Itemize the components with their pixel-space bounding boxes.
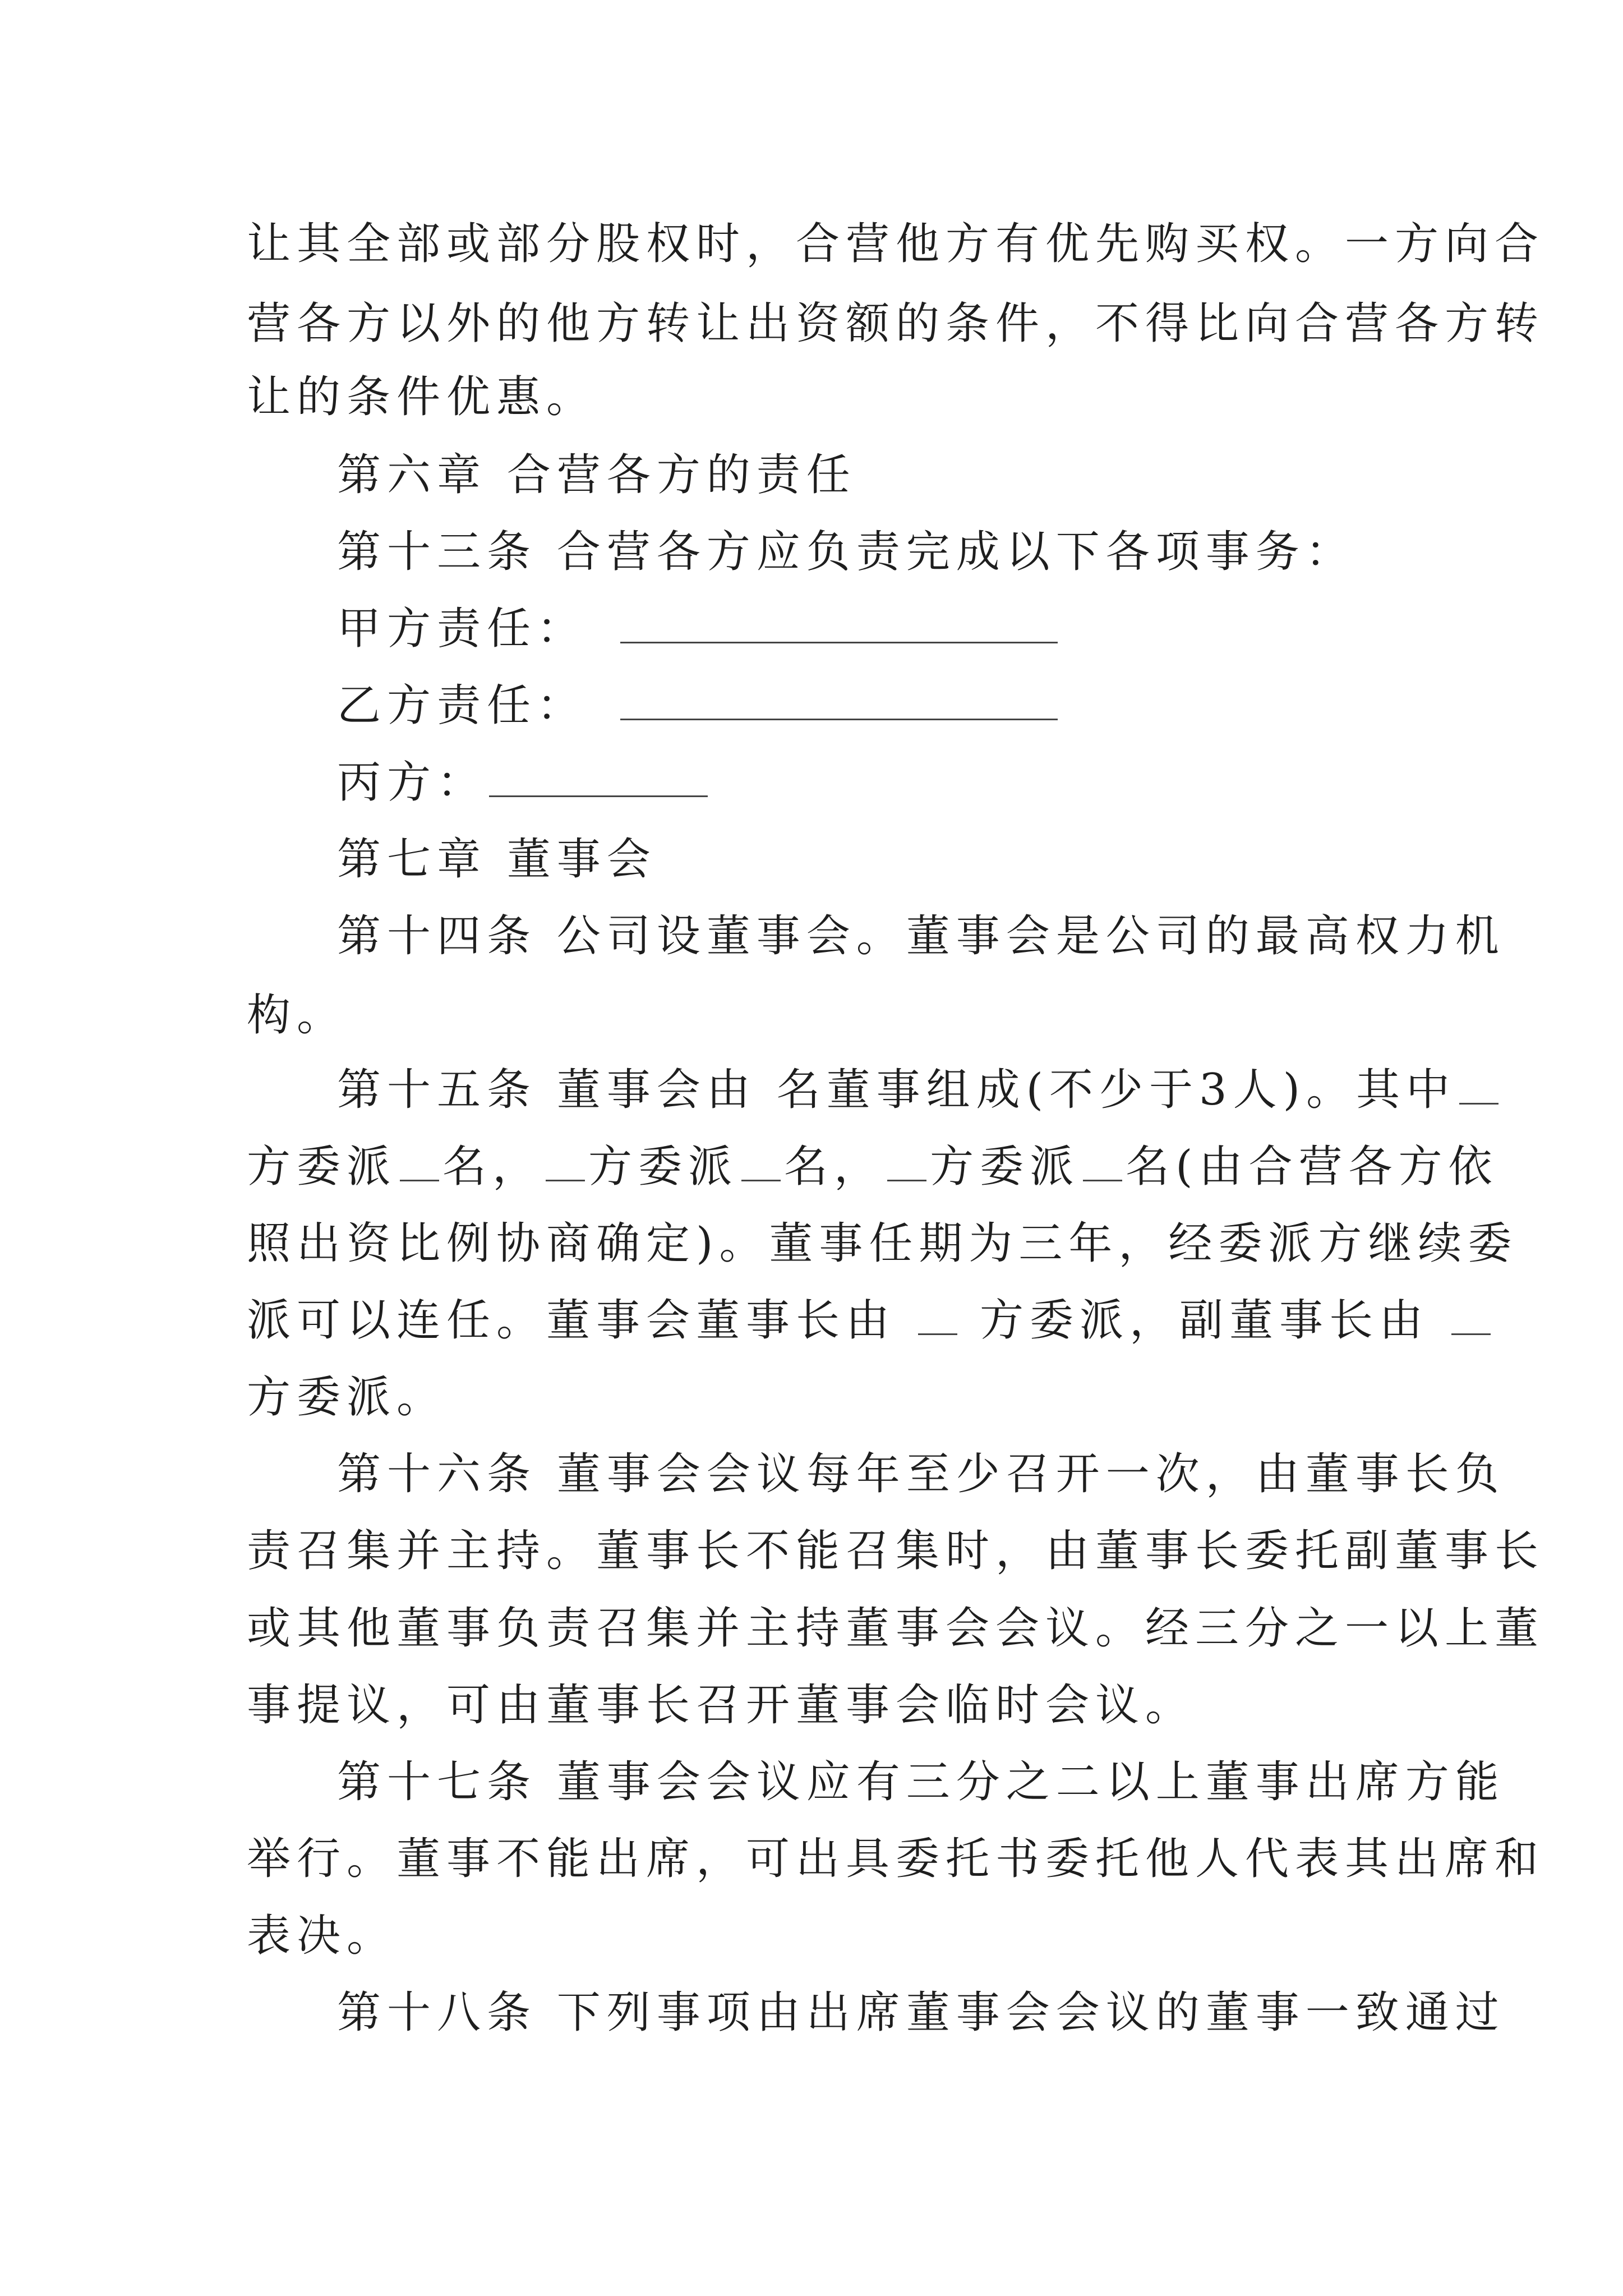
party-b-blank — [620, 682, 1058, 720]
paragraph-line: 让其全部或部分股权时，合营他方有优先购买权。一方向合 — [247, 219, 1545, 269]
paragraph-line: 表决。 — [247, 1911, 397, 1961]
blank — [887, 1143, 926, 1181]
party-a-blank — [620, 605, 1058, 643]
text-segment: 名， — [442, 1142, 543, 1192]
paragraph-line: 营各方以外的他方转让出资额的条件，不得比向合营各方转 — [247, 298, 1545, 349]
party-a-responsibility-line — [337, 587, 1487, 671]
blank — [1451, 1296, 1491, 1335]
party-c-label: 丙方： — [337, 757, 487, 808]
blank — [400, 1143, 439, 1181]
text-segment: 方委派 — [930, 1142, 1080, 1192]
blank — [546, 1143, 585, 1181]
paragraph-line: 第十六条 董事会会议每年至少召开一次，由董事长负 — [337, 1449, 1505, 1499]
text-segment: 派可以连任。董事会董事长由 — [247, 1295, 896, 1346]
paragraph-line: 方委派。 — [247, 1372, 447, 1423]
text-segment: 方委派 — [247, 1142, 397, 1192]
text-segment: 名， — [784, 1142, 884, 1192]
blank — [1459, 1066, 1498, 1105]
paragraph-line: 构。 — [247, 990, 347, 1041]
blank — [1083, 1143, 1122, 1181]
chapter-heading: 第七章 董事会 — [337, 834, 657, 885]
party-a-label: 甲方责任： — [337, 604, 587, 654]
paragraph-line: 第十四条 公司设董事会。董事会是公司的最高权力机 — [337, 911, 1505, 961]
paragraph-line — [337, 1048, 1487, 1132]
paragraph-line — [247, 1125, 1498, 1209]
article-15-text: 第十五条 董事会由 名董事组成(不少于3人)。其中 — [337, 1065, 1456, 1115]
party-c-blank — [489, 758, 708, 797]
paragraph-line: 让的条件优惠。 — [247, 372, 597, 422]
paragraph-line: 照出资比例协商确定)。董事任期为三年，经委派方继续委 — [247, 1218, 1518, 1269]
paragraph-line: 第十八条 下列事项由出席董事会会议的董事一致通过 — [337, 1987, 1505, 2038]
paragraph-line: 责召集并主持。董事长不能召集时，由董事长委托副董事长 — [247, 1526, 1545, 1576]
party-b-responsibility-line — [337, 664, 1487, 748]
paragraph-line: 或其他董事负责召集并主持董事会会议。经三分之一以上董 — [247, 1603, 1545, 1654]
blank — [918, 1296, 957, 1335]
blank — [741, 1143, 781, 1181]
party-c-line — [337, 740, 1487, 825]
paragraph-line — [247, 1278, 1430, 1363]
party-b-label: 乙方责任： — [337, 680, 587, 731]
paragraph-line: 举行。董事不能出席，可出具委托书委托他人代表其出席和 — [247, 1834, 1545, 1884]
paragraph-line: 事提议，可由董事长召开董事会临时会议。 — [247, 1680, 1196, 1731]
paragraph-line: 第十七条 董事会会议应有三分之二以上董事出席方能 — [337, 1757, 1505, 1807]
text-segment: 方委派，副董事长由 — [980, 1295, 1430, 1346]
text-segment: 方委派 — [588, 1142, 739, 1192]
text-segment: 名(由合营各方依 — [1126, 1142, 1498, 1192]
article-heading: 第十三条 合营各方应负责完成以下各项事务： — [337, 527, 1355, 577]
chapter-heading: 第六章 合营各方的责任 — [337, 450, 856, 500]
